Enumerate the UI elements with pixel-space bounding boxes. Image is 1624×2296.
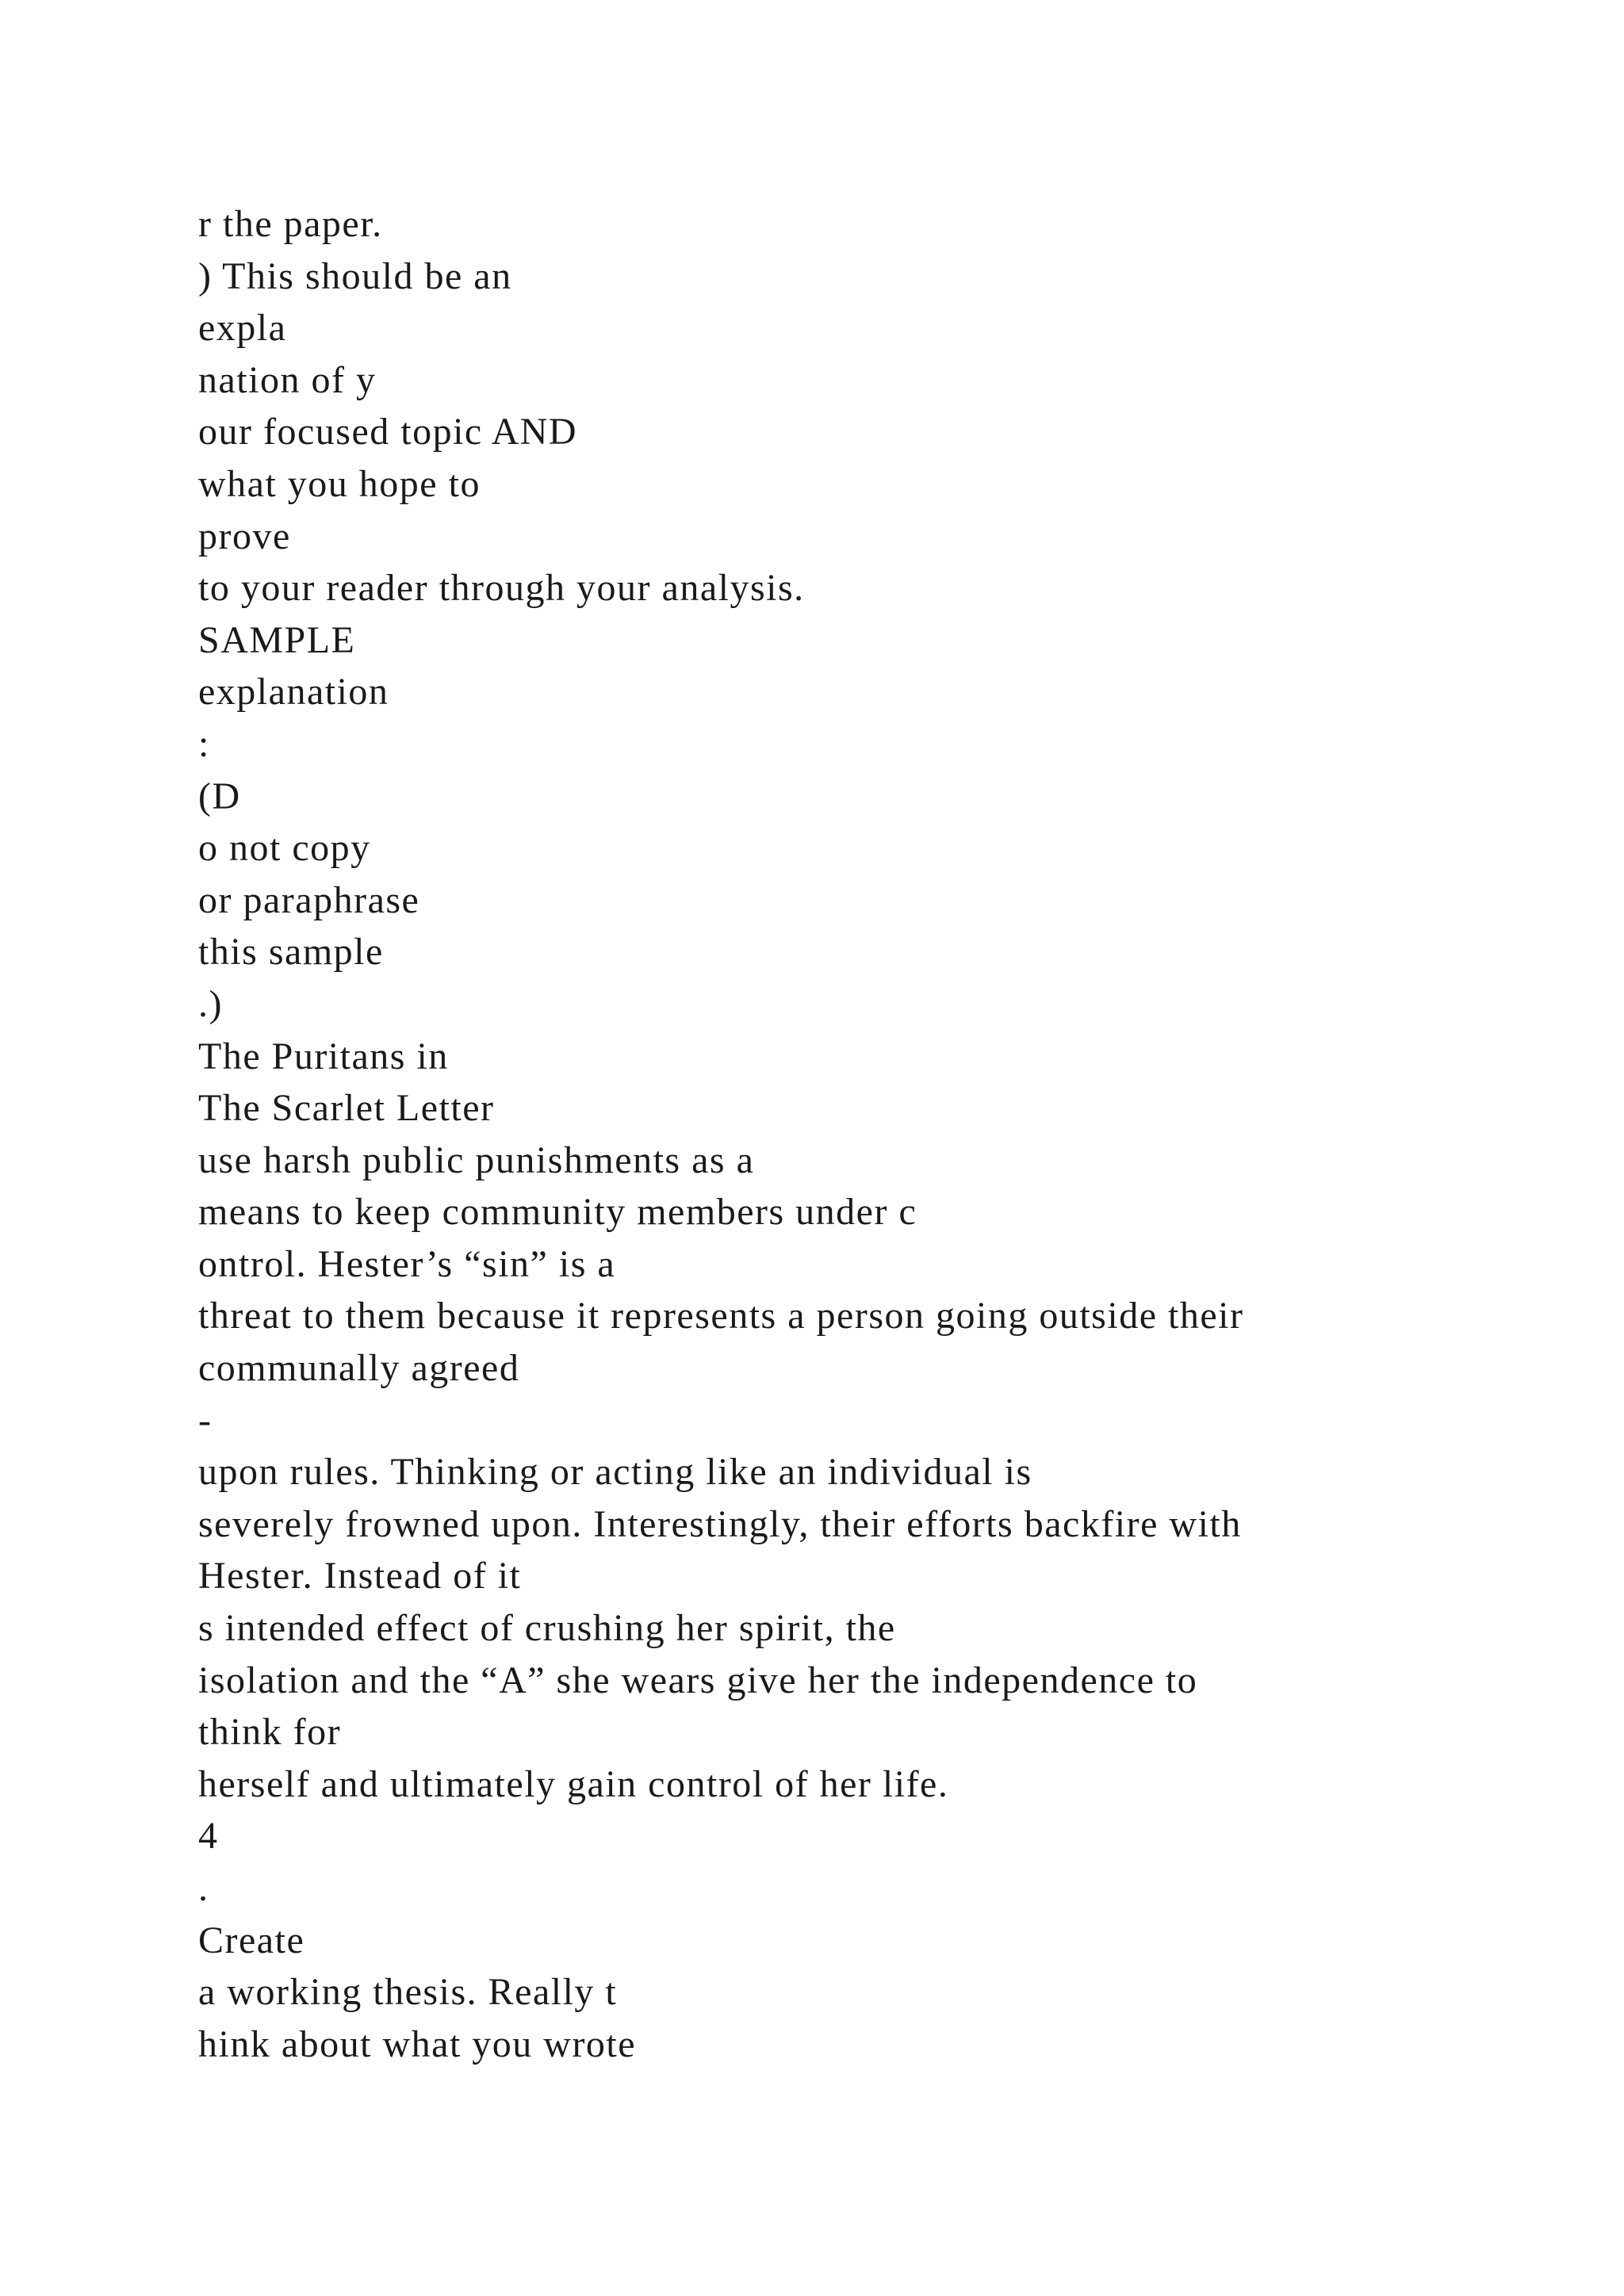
text-line: communally agreed [198,1347,520,1390]
text-line: expla [198,307,287,350]
text-line: use harsh public punishments as a [198,1138,755,1181]
text-line: explanation [198,671,389,714]
text-line: what you hope to [198,462,481,505]
text-line: s intended effect of crushing her spirit, the [198,1607,896,1650]
text-line: hink about what you wrote [198,2022,637,2065]
text-line: o not copy [198,827,371,870]
document-text [198,198,1546,2070]
text-line: . [198,1867,209,1909]
text-line: The Scarlet Letter [198,1087,495,1130]
text-line: upon rules. Thinking or acting like an individual is [198,1451,1032,1494]
text-line: 4 [198,1815,219,1858]
text-line: .) [198,982,223,1025]
text-line: this sample [198,931,384,974]
text-line: to your reader through your analysis. [198,567,805,610]
text-line: or paraphrase [198,878,420,921]
text-line: SAMPLE [198,618,356,661]
text-line: means to keep community members under c [198,1191,917,1234]
text-line: prove [198,515,291,557]
text-line: The Puritans in [198,1035,449,1077]
text-line: (D [198,775,241,817]
text-line: isolation and the “A” she wears give her the independence to [198,1659,1198,1701]
text-line: - [198,1399,213,1441]
text-line: nation of y [198,358,377,401]
text-line: think for [198,1711,342,1754]
text-line: severely frowned upon. Interestingly, their efforts backfire with [198,1502,1242,1545]
text-line: : [198,722,210,765]
text-line: ) This should be an [198,254,512,297]
text-line: ontrol. Hester’s “sin” is a [198,1242,616,1285]
text-line: r the paper. [198,203,383,245]
text-line: Hester. Instead of it [198,1555,522,1598]
text-line: herself and ultimately gain control of her life. [198,1762,949,1805]
text-line: our focused topic AND [198,411,578,453]
text-line: Create [198,1919,305,1961]
text-line: threat to them because it represents a person going outside their [198,1295,1244,1337]
text-line: a working thesis. Really t [198,1971,618,2014]
